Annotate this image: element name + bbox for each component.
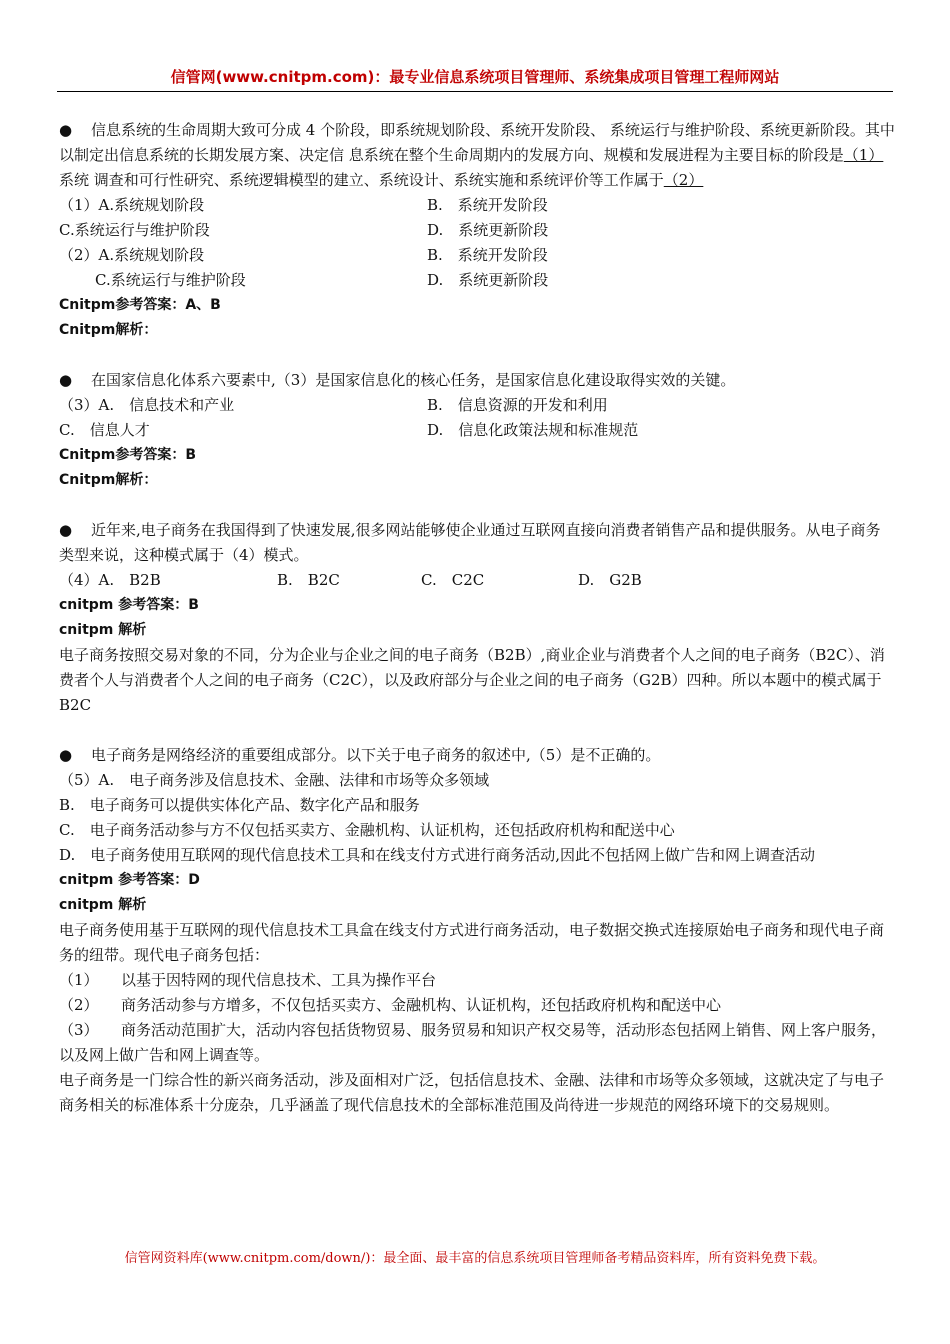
blank-1: （1） (843, 146, 884, 164)
options-row (59, 243, 895, 268)
option-a: （3）A. 信息技术和产业 (59, 396, 235, 414)
analysis-text: 电子商务使用基于互联网的现代信息技术工具盒在线支付方式进行商务活动，电子数据交换式连接原始电子商务和现代电子商务的纽带。现代电子商务包括： (59, 921, 885, 964)
bullet-icon: ● (59, 121, 73, 139)
option-d: D. 系统更新阶段 (427, 221, 549, 239)
options-row (59, 268, 895, 293)
options-row (59, 418, 895, 443)
analysis-label: Cnitpm解析： (59, 472, 158, 488)
option-a: （5）A. 电子商务涉及信息技术、金融、法律和市场等众多领域 (59, 771, 490, 789)
option-c: C. 信息人才 (59, 421, 150, 439)
blank-2: （2） (663, 171, 704, 189)
question-1-stem: ● 信息系统的生命周期大致可分成 4 个阶段，即系统规划阶段、系统开发阶段、 系统运行与维护阶段、系统更新阶段。其中以制定出信息系统的长期发展方案、决定信 息系统在整个生命周期内的发展方向、规模和发展进程为主要目标的阶段是（1）系统 调查和可行性研究、系统逻辑模型的建立、系统设计、系统实施和系统评价等工作属于（2） (59, 118, 895, 193)
bullet-icon: ● (59, 521, 73, 539)
bullet-icon: ● (59, 371, 73, 389)
question-4-stem: ● 近年来,电子商务在我国得到了快速发展,很多网站能够使企业通过互联网直接向消费者销售产品和提供服务。从电子商务类型来说，这种模式属于（4）模式。 (59, 518, 895, 568)
option-b: B. 系统开发阶段 (427, 196, 548, 214)
option-c: C.系统运行与维护阶段 (59, 221, 210, 239)
page-header: 信管网(www.cnitpm.com)：最专业信息系统项目管理师、系统集成项目管理工程师网站 (170, 68, 780, 86)
answer: Cnitpm参考答案：B (59, 447, 197, 463)
options-row (59, 568, 895, 593)
option-a: （2）A.系统规划阶段 (59, 246, 205, 264)
options-row (59, 218, 895, 243)
option-b: B. 信息资源的开发和利用 (427, 396, 608, 414)
analysis-text: 电子商务按照交易对象的不同，分为企业与企业之间的电子商务（B2B）,商业企业与消费者个人之间的电子商务（B2C）、消费者个人与消费者个人之间的电子商务（C2C），以及政府部分与企业之间的电子商务（G2B）四种。所以本题中的模式属于 B2C (59, 646, 885, 714)
answer: Cnitpm参考答案：A、B (59, 297, 221, 313)
document-body (59, 118, 895, 1118)
option-d: D. 系统更新阶段 (427, 271, 549, 289)
option-b: B. 电子商务可以提供实体化产品、数字化产品和服务 (59, 796, 420, 814)
option-c: C. C2C (421, 571, 485, 589)
analysis-label: cnitpm 解析 (59, 897, 147, 913)
question-3-stem: ● 在国家信息化体系六要素中,（3）是国家信息化的核心任务，是国家信息化建设取得实效的关键。 (59, 368, 895, 393)
page-footer: 信管网资料库(www.cnitpm.com/down/)：最全面、最丰富的信息系统项目管理师备考精品资料库，所有资料免费下载。 (124, 1251, 826, 1266)
analysis-label: cnitpm 解析 (59, 622, 147, 638)
list-item: （3） 商务活动范围扩大，活动内容包括货物贸易、服务贸易和知识产权交易等，活动形态包括网上销售、网上客户服务，以及网上做广告和网上调查等。 (59, 1021, 887, 1064)
option-b: B. 系统开发阶段 (427, 246, 548, 264)
analysis-text: 电子商务是一门综合性的新兴商务活动，涉及面相对广泛，包括信息技术、金融、法律和市场等众多领域，这就决定了与电子商务相关的标准体系十分庞杂，几乎涵盖了现代信息技术的全部标准范围及尚待进一步规范的网络环境下的交易规则。 (59, 1071, 885, 1114)
answer: cnitpm 参考答案：D (59, 872, 200, 888)
analysis-label: Cnitpm解析： (59, 322, 158, 338)
list-item: （2） 商务活动参与方增多，不仅包括买卖方、金融机构、认证机构，还包括政府机构和配送中心 (59, 996, 722, 1014)
options-row (59, 393, 895, 418)
options-row (59, 193, 895, 218)
option-c: C. 电子商务活动参与方不仅包括买卖方、金融机构、认证机构，还包括政府机构和配送中心 (59, 821, 675, 839)
option-c: C.系统运行与维护阶段 (95, 271, 246, 289)
header-divider (57, 91, 893, 92)
option-d: D. G2B (578, 571, 642, 589)
answer: cnitpm 参考答案：B (59, 597, 199, 613)
option-a: （4）A. B2B (59, 571, 161, 589)
option-a: （1）A.系统规划阶段 (59, 196, 205, 214)
question-5-stem: ● 电子商务是网络经济的重要组成部分。以下关于电子商务的叙述中,（5）是不正确的。 (59, 743, 895, 768)
option-d: D. 信息化政策法规和标准规范 (427, 421, 639, 439)
option-b: B. B2C (277, 571, 340, 589)
bullet-icon: ● (59, 746, 73, 764)
option-d: D. 电子商务使用互联网的现代信息技术工具和在线支付方式进行商务活动,因此不包括网上做广告和网上调查活动 (59, 846, 816, 864)
list-item: （1） 以基于因特网的现代信息技术、工具为操作平台 (59, 971, 437, 989)
